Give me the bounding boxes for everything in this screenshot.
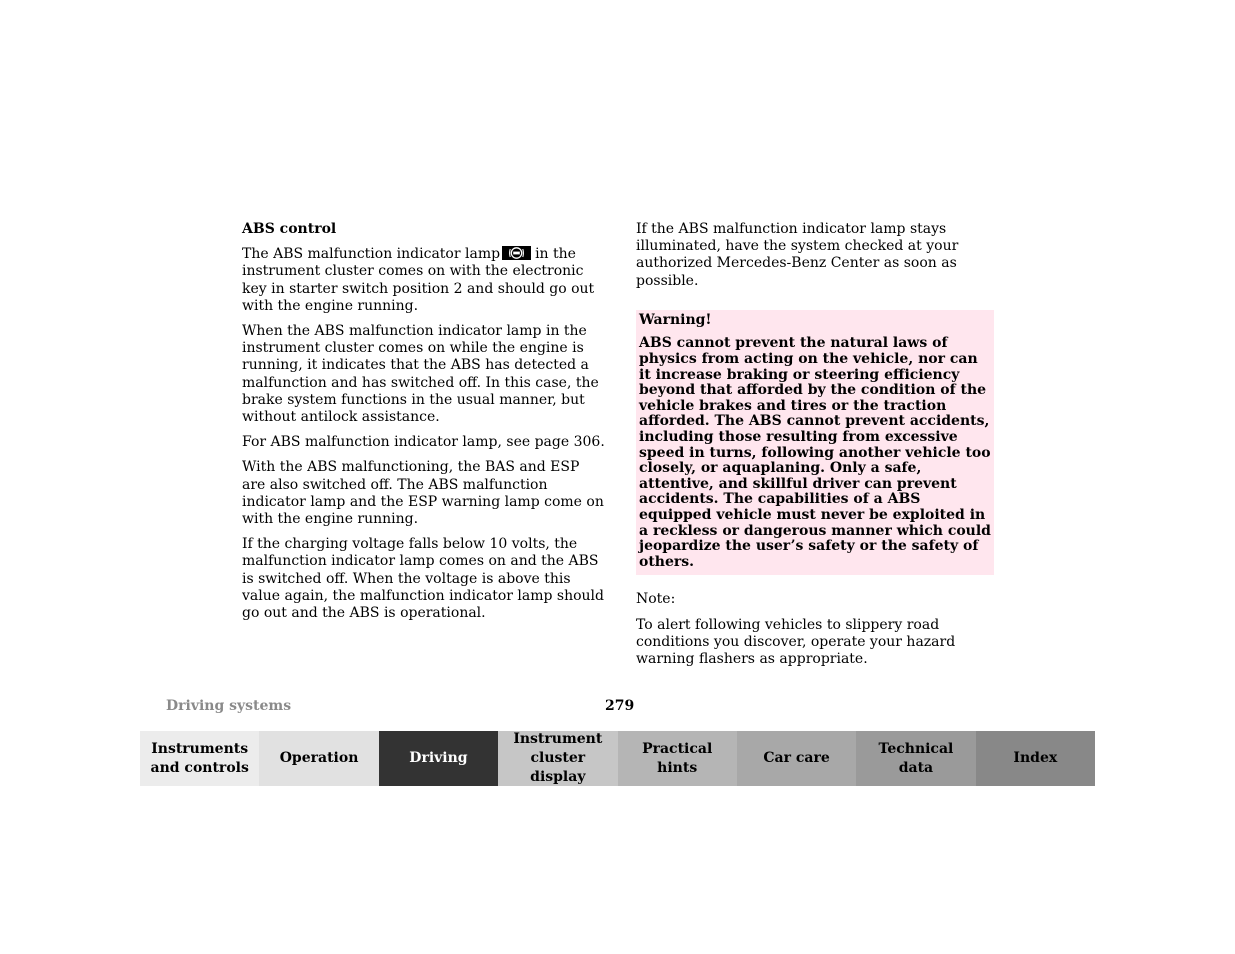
nav-tab-index[interactable]	[976, 731, 1095, 786]
warning-title: Warning!	[639, 311, 712, 328]
paragraph-lamp-intro-end: in the instrument cluster comes on with the electronic key in starter switch position 2 and should go out with the engine running.	[242, 246, 595, 314]
nav-tab-label: Driving	[409, 750, 468, 766]
paragraph-bas-esp: With the ABS malfunctioning, the BAS and ESP are also switched off. The ABS malfunction indicator lamp and the ESP warning lamp come on with the engine running.	[242, 459, 604, 528]
nav-tab-label: Index	[1013, 750, 1058, 766]
nav-tab-label: Car care	[763, 750, 830, 766]
nav-tab-instruments-and-controls[interactable]	[140, 731, 259, 786]
paragraph-malfunction: When the ABS malfunction indicator lamp in the instrument cluster comes on while the engine is running, it indicates that the ABS has detected a malfunction and has switched off. In this case, the brake system functions in the usual manner, but without antilock assistance.	[242, 323, 599, 426]
paragraph-stays-illuminated: If the ABS malfunction indicator lamp stays illuminated, have the system checked at your authorized Mercedes-Benz Center as soon as possible.	[636, 221, 959, 289]
note-body: To alert following vehicles to slippery road conditions you discover, operate your hazard warning flashers as appropriate.	[636, 616, 956, 667]
paragraph-lamp-intro-start: The ABS malfunction indicator lamp	[242, 246, 501, 263]
nav-tab-driving[interactable]	[379, 731, 498, 786]
nav-tab-label: Practical hints	[642, 740, 713, 776]
nav-tab-label: Instruments and controls	[150, 740, 249, 776]
abs-indicator-icon	[502, 246, 531, 260]
chapter-nav-bar	[140, 731, 1095, 786]
nav-tab-label: Operation	[279, 750, 359, 766]
paragraph-page-reference: For ABS malfunction indicator lamp, see page 306.	[242, 434, 605, 451]
nav-tab-instrument-cluster-display[interactable]	[498, 731, 617, 786]
note-label: Note:	[636, 591, 676, 608]
nav-tab-technical-data[interactable]	[856, 731, 975, 786]
right-column	[636, 221, 998, 676]
warning-box	[636, 310, 994, 576]
nav-tab-operation[interactable]	[259, 731, 378, 786]
nav-tab-car-care[interactable]	[737, 731, 856, 786]
nav-tab-label: Instrument cluster display	[513, 731, 603, 785]
footer-section-title: Driving systems	[166, 698, 292, 714]
left-column	[242, 221, 607, 630]
paragraph-charging-voltage: If the charging voltage falls below 10 volts, the malfunction indicator lamp comes on and the ABS is switched off. When the voltage is above this value again, the malfunction indicator lamp should go out and the ABS is operational.	[242, 536, 604, 622]
nav-tab-practical-hints[interactable]	[618, 731, 737, 786]
section-heading: ABS control	[242, 221, 337, 237]
paragraph-lamp-intro	[242, 246, 607, 315]
warning-body: ABS cannot prevent the natural laws of physics from acting on the vehicle, nor can it increase braking or steering efficiency beyond that afforded by the condition of the vehicle brakes and tires or the traction afforded. The ABS cannot prevent accidents, including those resulting from excessive speed in turns, following another vehicle too closely, or aquaplaning. Only a safe, attentive, and skillful driver can prevent accidents. The capabilities of a ABS equipped vehicle must never be exploited in a reckless or dangerous manner which could jeopardize the user’s safety or the safety of others.	[639, 335, 991, 570]
nav-tab-label: Technical data	[878, 740, 954, 776]
page-number: 279	[605, 698, 635, 714]
